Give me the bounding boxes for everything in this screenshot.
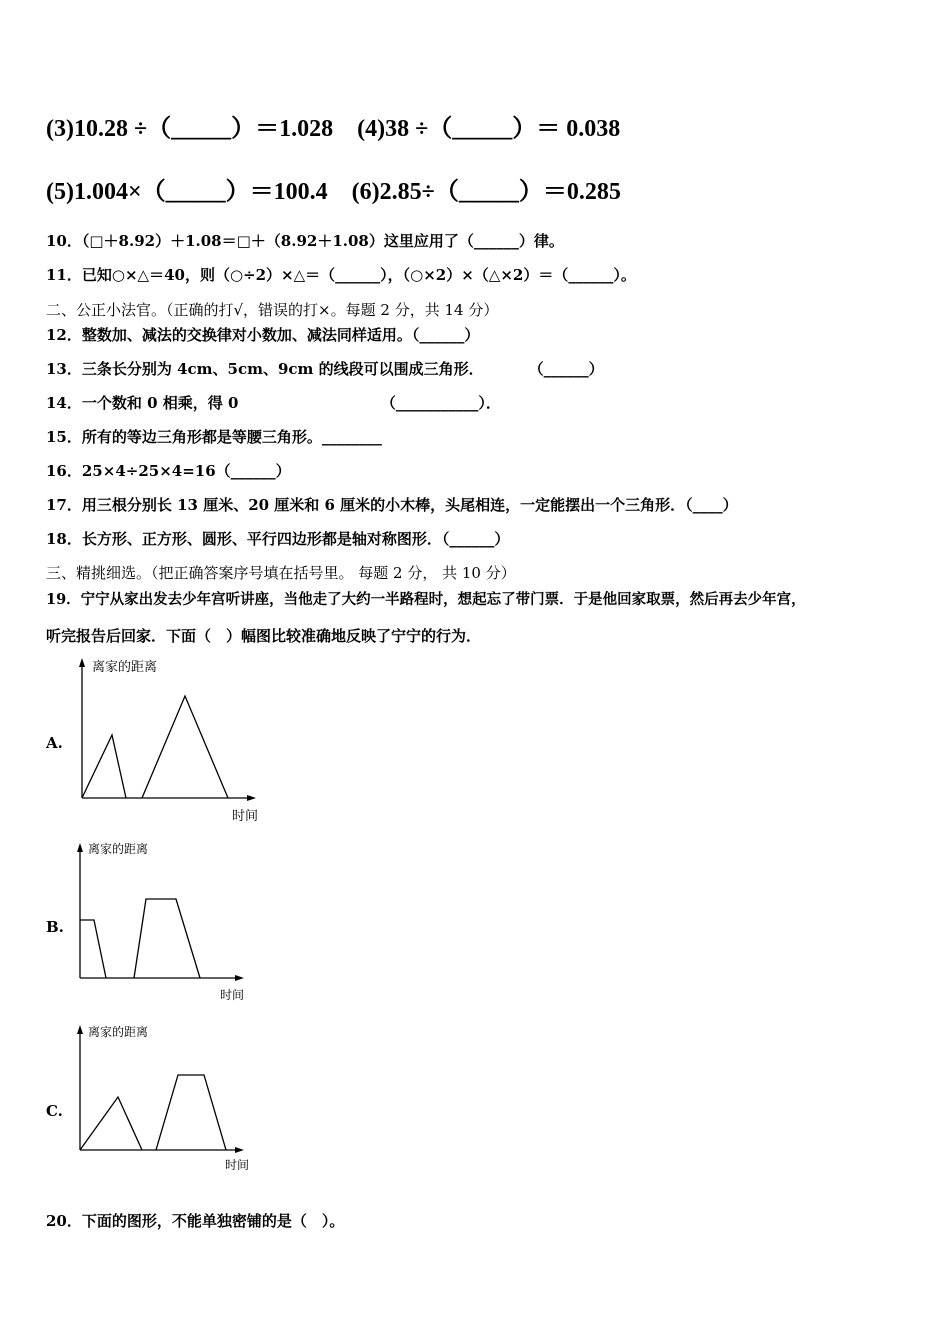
graph-b-line [80,920,106,978]
question-14: 14．一个数和 0 相乘，得 0 （___________）． [46,394,501,412]
question-15: 15．所有的等边三角形都是等腰三角形。________ [46,428,382,446]
option-a-label: A. [46,734,63,752]
question-11: 11．已知○×△＝40，则（○÷2）×△＝（______），（○×2）×（△×2）＝（______）。 [46,266,636,284]
question-10: 10．（□＋8.92）＋1.08＝□＋（8.92＋1.08）这里应用了（______）律。 [46,232,564,250]
question-16: 16．25×4÷25×4=16（______） [46,462,291,480]
question-19-line-2: 听完报告后回家．下面（ ）幅图比较准确地反映了宁宁的行为． [46,627,482,645]
question-13: 13．三条长分别为 4cm、5cm、9cm 的线段可以围成三角形． （______） [46,360,604,378]
graph-a-xlabel: 时间 [232,809,259,824]
graph-a-ylabel: 离家的距离 [92,660,158,675]
option-c-label: C. [46,1102,63,1120]
graph-c-line-2 [156,1075,226,1150]
graph-a-line-2 [142,696,228,798]
question-20: 20．下面的图形，不能单独密铺的是（ ）。 [46,1212,345,1230]
graph-b-line-2 [134,899,200,978]
option-b-label: B. [46,918,64,936]
graph-b [70,838,260,1006]
graph-b-xlabel: 时间 [220,988,245,1002]
graph-c-xlabel: 时间 [225,1158,250,1172]
question-19-line-1: 19．宁宁从家出发去少年宫听讲座，当他走了大约一半路程时，想起忘了带门票．于是他回家取票，然后再去少年宫， [46,591,806,608]
equation-line-5-6: (5)1.004×（_____）＝100.4 (6)2.85÷（_____）＝0.285 [46,179,621,205]
graph-a-line [82,735,126,798]
question-12: 12．整数加、减法的交换律对小数加、减法同样适用。（______） [46,326,480,344]
graph-a [70,655,270,830]
question-18: 18．长方形、正方形、圆形、平行四边形都是轴对称图形．（______） [46,530,510,548]
section-3-title: 三、精挑细选。（把正确答案序号填在括号里。 每题 2 分， 共 10 分） [46,564,516,582]
graph-c [70,1020,260,1180]
graph-b-ylabel: 离家的距离 [88,842,149,856]
graph-c-ylabel: 离家的距离 [88,1025,149,1039]
question-17: 17．用三根分别长 13 厘米、20 厘米和 6 厘米的小木棒，头尾相连，一定能摆出一个三角形．（____） [46,496,738,514]
graph-c-line [80,1097,142,1150]
section-2-title: 二、公正小法官。（正确的打√，错误的打×。每题 2 分，共 14 分） [46,301,499,319]
equation-line-3-4: (3)10.28 ÷（_____）＝1.028 (4)38 ÷（_____）＝ 0.038 [46,116,621,142]
